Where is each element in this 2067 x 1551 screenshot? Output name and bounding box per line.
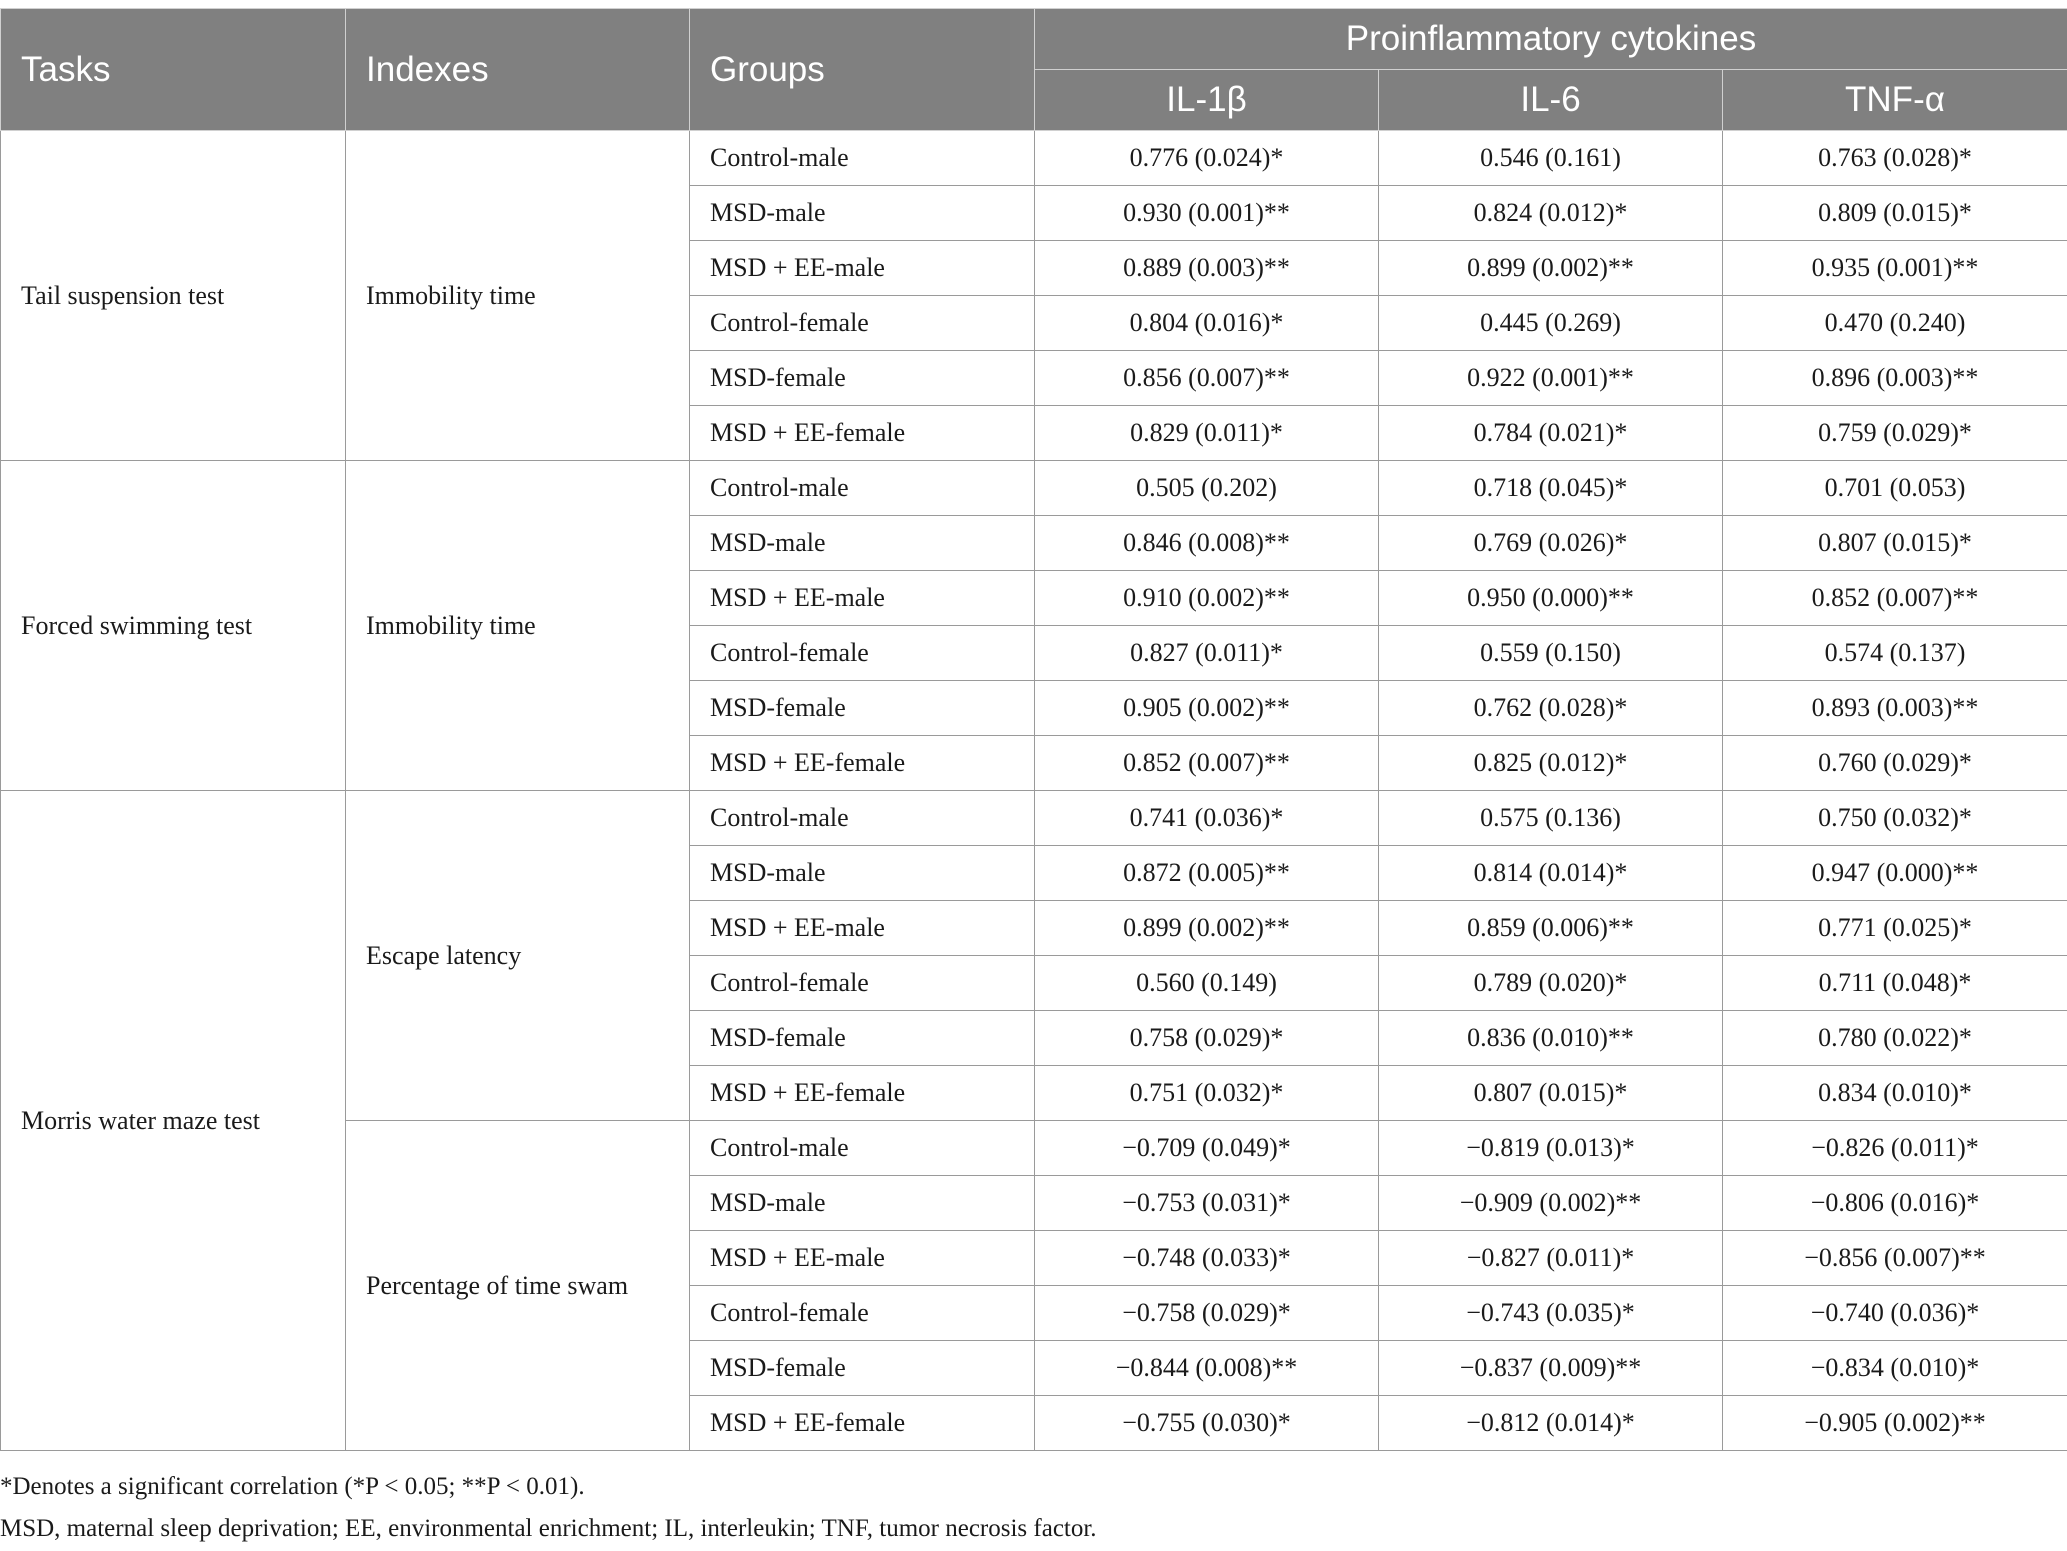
index-cell: Percentage of time swam (346, 1121, 690, 1451)
table-row (1, 791, 2067, 846)
group-cell: MSD-female (690, 681, 1035, 736)
il6-cell: −0.837 (0.009)** (1379, 1341, 1723, 1396)
table-row (1, 131, 2067, 186)
tnfa-cell: 0.780 (0.022)* (1723, 1011, 2067, 1066)
tnfa-cell: 0.947 (0.000)** (1723, 846, 2067, 901)
task-cell: Forced swimming test (1, 461, 346, 791)
tnfa-cell: −0.826 (0.011)* (1723, 1121, 2067, 1176)
tnfa-cell: 0.470 (0.240) (1723, 296, 2067, 351)
tnfa-cell: 0.760 (0.029)* (1723, 736, 2067, 791)
tnfa-cell: 0.574 (0.137) (1723, 626, 2067, 681)
tnfa-cell: 0.763 (0.028)* (1723, 131, 2067, 186)
group-cell: Control-female (690, 1286, 1035, 1341)
group-cell: MSD + EE-female (690, 1066, 1035, 1121)
tnfa-cell: 0.771 (0.025)* (1723, 901, 2067, 956)
group-cell: Control-female (690, 626, 1035, 681)
tnfa-cell: 0.852 (0.007)** (1723, 571, 2067, 626)
group-cell: MSD-female (690, 351, 1035, 406)
tnfa-cell: 0.759 (0.029)* (1723, 406, 2067, 461)
il1b-cell: −0.844 (0.008)** (1035, 1341, 1379, 1396)
group-cell: MSD + EE-female (690, 1396, 1035, 1451)
il1b-cell: −0.758 (0.029)* (1035, 1286, 1379, 1341)
il1b-cell: 0.776 (0.024)* (1035, 131, 1379, 186)
correlation-table (0, 8, 2067, 1451)
group-cell: MSD + EE-male (690, 241, 1035, 296)
il1b-cell: 0.889 (0.003)** (1035, 241, 1379, 296)
index-cell: Immobility time (346, 461, 690, 791)
il6-cell: 0.559 (0.150) (1379, 626, 1723, 681)
tnfa-cell: 0.935 (0.001)** (1723, 241, 2067, 296)
il6-cell: 0.899 (0.002)** (1379, 241, 1723, 296)
il6-cell: −0.827 (0.011)* (1379, 1231, 1723, 1286)
il6-cell: 0.922 (0.001)** (1379, 351, 1723, 406)
il1b-cell: 0.751 (0.032)* (1035, 1066, 1379, 1121)
header-indexes: Indexes (346, 9, 690, 131)
il6-cell: 0.814 (0.014)* (1379, 846, 1723, 901)
tnfa-cell: 0.896 (0.003)** (1723, 351, 2067, 406)
group-cell: Control-male (690, 791, 1035, 846)
group-cell: Control-female (690, 296, 1035, 351)
tnfa-cell: −0.834 (0.010)* (1723, 1341, 2067, 1396)
table-body (1, 131, 2067, 1451)
il1b-cell: 0.852 (0.007)** (1035, 736, 1379, 791)
group-cell: Control-male (690, 1121, 1035, 1176)
tnfa-cell: −0.806 (0.016)* (1723, 1176, 2067, 1231)
header-il1b: IL-1β (1035, 70, 1379, 131)
il1b-cell: 0.758 (0.029)* (1035, 1011, 1379, 1066)
il6-cell: 0.784 (0.021)* (1379, 406, 1723, 461)
group-cell: Control-female (690, 956, 1035, 1011)
il1b-cell: 0.560 (0.149) (1035, 956, 1379, 1011)
header-tasks: Tasks (1, 9, 346, 131)
tnfa-cell: −0.905 (0.002)** (1723, 1396, 2067, 1451)
group-cell: MSD + EE-male (690, 901, 1035, 956)
il1b-cell: 0.741 (0.036)* (1035, 791, 1379, 846)
group-cell: MSD + EE-male (690, 571, 1035, 626)
il6-cell: 0.718 (0.045)* (1379, 461, 1723, 516)
il6-cell: −0.812 (0.014)* (1379, 1396, 1723, 1451)
il1b-cell: 0.905 (0.002)** (1035, 681, 1379, 736)
il1b-cell: 0.899 (0.002)** (1035, 901, 1379, 956)
group-cell: MSD + EE-female (690, 406, 1035, 461)
group-cell: MSD + EE-female (690, 736, 1035, 791)
group-cell: MSD + EE-male (690, 1231, 1035, 1286)
il6-cell: 0.789 (0.020)* (1379, 956, 1723, 1011)
il6-cell: 0.807 (0.015)* (1379, 1066, 1723, 1121)
il1b-cell: 0.804 (0.016)* (1035, 296, 1379, 351)
index-cell: Immobility time (346, 131, 690, 461)
header-groups: Groups (690, 9, 1035, 131)
table-header (1, 9, 2067, 131)
group-cell: Control-male (690, 131, 1035, 186)
tnfa-cell: 0.701 (0.053) (1723, 461, 2067, 516)
il6-cell: 0.825 (0.012)* (1379, 736, 1723, 791)
il1b-cell: 0.930 (0.001)** (1035, 186, 1379, 241)
tnfa-cell: 0.750 (0.032)* (1723, 791, 2067, 846)
il1b-cell: 0.829 (0.011)* (1035, 406, 1379, 461)
tnfa-cell: 0.807 (0.015)* (1723, 516, 2067, 571)
tnfa-cell: 0.834 (0.010)* (1723, 1066, 2067, 1121)
il6-cell: 0.575 (0.136) (1379, 791, 1723, 846)
header-proinflammatory-cytokines: Proinflammatory cytokines (1035, 9, 2067, 70)
il1b-cell: −0.755 (0.030)* (1035, 1396, 1379, 1451)
group-cell: MSD-male (690, 186, 1035, 241)
group-cell: MSD-male (690, 846, 1035, 901)
il1b-cell: −0.753 (0.031)* (1035, 1176, 1379, 1231)
table-row (1, 461, 2067, 516)
il6-cell: −0.909 (0.002)** (1379, 1176, 1723, 1231)
header-il6: IL-6 (1379, 70, 1723, 131)
il1b-cell: 0.505 (0.202) (1035, 461, 1379, 516)
il6-cell: 0.859 (0.006)** (1379, 901, 1723, 956)
il6-cell: 0.950 (0.000)** (1379, 571, 1723, 626)
il1b-cell: 0.872 (0.005)** (1035, 846, 1379, 901)
task-cell: Tail suspension test (1, 131, 346, 461)
footnote-abbreviations: MSD, maternal sleep deprivation; EE, environmental enrichment; IL, interleukin; TNF, tumor necrosis factor. (0, 1515, 1097, 1542)
il1b-cell: −0.748 (0.033)* (1035, 1231, 1379, 1286)
tnfa-cell: −0.740 (0.036)* (1723, 1286, 2067, 1341)
il6-cell: 0.769 (0.026)* (1379, 516, 1723, 571)
footnote-significance: *Denotes a significant correlation (*P < 0.05; **P < 0.01). (0, 1473, 585, 1500)
group-cell: MSD-male (690, 516, 1035, 571)
group-cell: MSD-male (690, 1176, 1035, 1231)
il6-cell: 0.546 (0.161) (1379, 131, 1723, 186)
il1b-cell: 0.827 (0.011)* (1035, 626, 1379, 681)
il6-cell: 0.762 (0.028)* (1379, 681, 1723, 736)
il6-cell: 0.445 (0.269) (1379, 296, 1723, 351)
table-container (0, 8, 2067, 1451)
il1b-cell: 0.910 (0.002)** (1035, 571, 1379, 626)
group-cell: Control-male (690, 461, 1035, 516)
group-cell: MSD-female (690, 1011, 1035, 1066)
il6-cell: −0.819 (0.013)* (1379, 1121, 1723, 1176)
task-cell: Morris water maze test (1, 791, 346, 1451)
il1b-cell: 0.846 (0.008)** (1035, 516, 1379, 571)
group-cell: MSD-female (690, 1341, 1035, 1396)
il6-cell: 0.836 (0.010)** (1379, 1011, 1723, 1066)
tnfa-cell: −0.856 (0.007)** (1723, 1231, 2067, 1286)
tnfa-cell: 0.893 (0.003)** (1723, 681, 2067, 736)
table-footnotes (0, 1466, 1097, 1550)
tnfa-cell: 0.711 (0.048)* (1723, 956, 2067, 1011)
il1b-cell: 0.856 (0.007)** (1035, 351, 1379, 406)
il1b-cell: −0.709 (0.049)* (1035, 1121, 1379, 1176)
tnfa-cell: 0.809 (0.015)* (1723, 186, 2067, 241)
header-tnfa: TNF-α (1723, 70, 2067, 131)
index-cell: Escape latency (346, 791, 690, 1121)
il6-cell: −0.743 (0.035)* (1379, 1286, 1723, 1341)
il6-cell: 0.824 (0.012)* (1379, 186, 1723, 241)
